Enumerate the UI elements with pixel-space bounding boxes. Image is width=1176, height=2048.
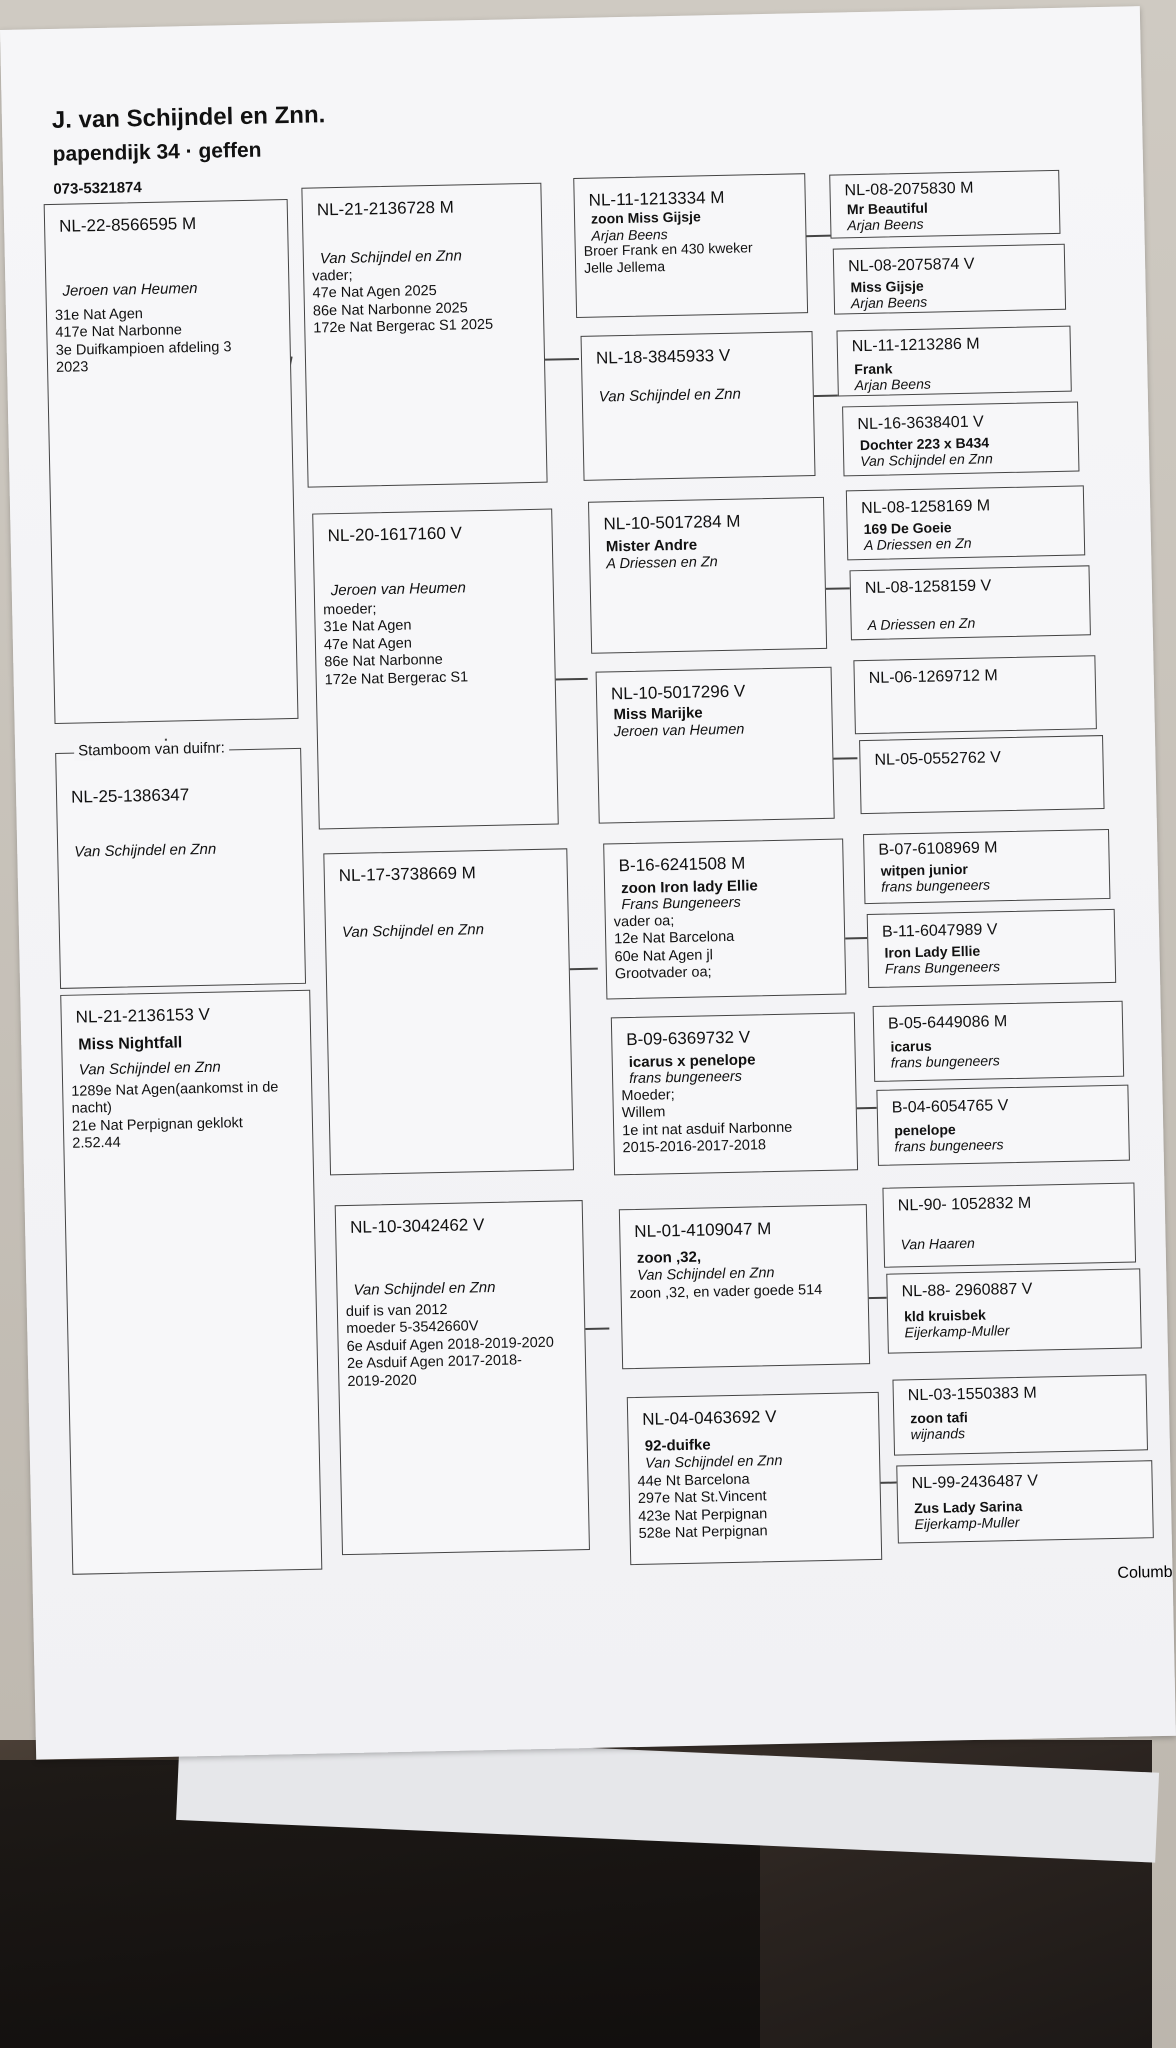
ancestor-card xyxy=(853,655,1096,734)
owner-name: Arjan Beens xyxy=(591,226,668,244)
pigeon-name: zoon Iron lady Ellie xyxy=(620,877,758,898)
grandmother-maternal-card xyxy=(335,1200,590,1555)
owner-name: Van Schijndel en Znn xyxy=(598,385,742,406)
ancestor-card xyxy=(867,909,1116,988)
ring-number: NL-04-0463692 V xyxy=(642,1407,777,1429)
owner-name: Van Schijndel en Znn xyxy=(637,1265,775,1284)
ring-number: B-07-6108969 M xyxy=(878,839,998,859)
pigeon-name: zoon Miss Gijsje xyxy=(590,208,701,227)
pigeon-name: Miss Marijke xyxy=(613,704,703,724)
ancestor-card xyxy=(892,1374,1148,1455)
great-grandparent-card xyxy=(581,331,816,481)
father-card xyxy=(44,199,299,724)
performance-notes: zoon ,32, en vader goede 514 xyxy=(629,1282,823,1303)
ring-number: NL-08-1258169 M xyxy=(861,497,991,518)
connector-line xyxy=(812,394,840,396)
pigeon-name: Iron Lady Ellie xyxy=(884,942,981,961)
great-grandparent-card xyxy=(603,839,846,1000)
ancestor-card xyxy=(836,326,1071,397)
performance-notes: vader; 47e Nat Agen 2025 86e Nat Narbonne 2025 172e Nat Bergerac S1 2025 xyxy=(312,267,494,337)
performance-notes: moeder; 31e Nat Agen 47e Nat Agen 86e Nat Narbonne 172e Nat Bergerac S1 xyxy=(323,601,469,688)
pigeon-name: Dochter 223 x B434 xyxy=(859,434,990,454)
connector-line xyxy=(804,235,830,237)
ring-number: NL-18-3845933 V xyxy=(595,345,731,368)
owner-name: Eijerkamp-Muller xyxy=(914,1513,1020,1533)
owner-name: Jeroen van Heumen xyxy=(330,579,467,600)
cut-off-text: Columb xyxy=(1117,1563,1173,1582)
pedigree-sheet xyxy=(0,6,1176,1759)
owner-name: Van Schijndel en Znn xyxy=(78,1058,221,1079)
ancestor-card xyxy=(896,1460,1154,1543)
performance-notes: vader oa; 12e Nat Barcelona 60e Nat Agen jl Grootvader oa; xyxy=(613,913,735,983)
great-grandparent-card xyxy=(588,497,827,654)
owner-name: Van Schijndel en Znn xyxy=(74,840,217,861)
ancestor-card xyxy=(829,170,1060,239)
ring-number: NL-08-1258159 V xyxy=(864,577,992,598)
ring-number: NL-10-3042462 V xyxy=(349,1215,485,1237)
ring-number: NL-11-1213286 M xyxy=(851,335,980,356)
owner-name: wijnands xyxy=(910,1425,966,1443)
great-grandparent-card xyxy=(573,173,808,318)
ring-number: B-11-6047989 V xyxy=(881,921,998,941)
owner-name: frans bungeneers xyxy=(628,1068,743,1088)
performance-notes: 44e Nt Barcelona 297e Nat St.Vincent 423e Nat Perpignan 528e Nat Perpignan xyxy=(637,1471,768,1543)
pigeon-name: Miss Gijsje xyxy=(850,277,924,296)
mother-card xyxy=(60,990,322,1575)
ring-number: NL-21-2136153 V xyxy=(75,1004,211,1027)
ancestor-card xyxy=(846,485,1085,560)
owner-name: Jeroen van Heumen xyxy=(613,721,745,741)
owner-name: frans bungeneers xyxy=(894,1136,1004,1155)
ancestor-card xyxy=(863,829,1110,904)
subject-card xyxy=(55,739,306,989)
loft-address: papendijk 34 · geffen xyxy=(52,138,262,166)
ring-number: NL-25-1386347 xyxy=(70,785,190,807)
owner-name: Eijerkamp-Muller xyxy=(904,1322,1010,1341)
ring-number: NL-08-2075874 V xyxy=(847,255,975,276)
owner-name: frans bungeneers xyxy=(890,1052,1000,1071)
owner-name: Van Haaren xyxy=(900,1234,975,1253)
great-grandparent-card xyxy=(596,667,835,824)
pigeon-name: icarus xyxy=(890,1037,932,1055)
great-grandparent-card xyxy=(619,1204,870,1369)
ring-number: NL-22-8566595 M xyxy=(58,213,197,236)
performance-notes: duif is van 2012 moeder 5-3542660V 6e Asduif Agen 2018-2019-2020 2e Asduif Agen 2017-2018- 2019-2020 xyxy=(345,1301,554,1390)
great-grandparent-card xyxy=(627,1392,882,1565)
ring-number: NL-11-1213334 M xyxy=(588,187,725,210)
pigeon-name: 169 De Goeie xyxy=(863,519,952,538)
ring-number: NL-06-1269712 M xyxy=(868,667,998,687)
ring-number: NL-16-3638401 V xyxy=(857,413,984,434)
great-grandparent-card xyxy=(611,1012,858,1175)
ring-number: NL-90- 1052832 M xyxy=(897,1194,1032,1215)
connector-line xyxy=(822,587,850,589)
owner-name: Van Schijndel en Znn xyxy=(341,921,485,942)
owner-name: Van Schijndel en Znn xyxy=(860,450,993,470)
ring-number: NL-10-5017284 M xyxy=(603,511,741,534)
ring-number: NL-03-1550383 M xyxy=(907,1384,1037,1405)
ring-number: NL-17-3738669 M xyxy=(338,863,476,886)
pigeon-name: Mister Andre xyxy=(605,536,698,556)
owner-name: A Driessen en Zn xyxy=(863,534,972,554)
pigeon-name: 92-duifke xyxy=(644,1436,711,1455)
connector-line xyxy=(829,757,857,759)
ancestor-card xyxy=(850,565,1091,640)
owner-name: Jeroen van Heumen xyxy=(62,279,198,300)
loft-phone: 073-5321874 xyxy=(53,179,142,198)
ring-number: B-05-6449086 M xyxy=(887,1013,1008,1033)
ring-number: NL-88- 2960887 V xyxy=(901,1280,1033,1301)
performance-notes: 1289e Nat Agen(aankomst in de nacht) 21e Nat Perpignan geklokt 2.52.44 xyxy=(71,1079,279,1152)
owner-name: Arjan Beens xyxy=(854,375,932,394)
ring-number: NL-10-5017296 V xyxy=(610,681,746,704)
pigeon-name: witpen junior xyxy=(880,860,969,879)
grandmother-paternal-card xyxy=(312,509,559,830)
ring-number: NL-99-2436487 V xyxy=(911,1472,1039,1493)
ring-number: NL-08-2075830 M xyxy=(844,179,974,200)
owner-name: Van Schijndel en Znn xyxy=(353,1278,496,1299)
ring-number: NL-01-4109047 M xyxy=(634,1219,772,1241)
ancestor-card xyxy=(859,735,1104,814)
ring-number: B-16-6241508 M xyxy=(618,853,746,876)
pigeon-name: Miss Nightfall xyxy=(78,1034,183,1054)
owner-name: Arjan Beens xyxy=(847,215,924,234)
grandfather-paternal-card xyxy=(301,183,547,488)
ring-number: NL-21-2136728 M xyxy=(316,197,455,220)
pigeon-name: penelope xyxy=(894,1121,956,1139)
ring-number: NL-05-0552762 V xyxy=(874,749,1001,769)
owner-name: A Driessen en Zn xyxy=(867,614,976,633)
pigeon-name: Zus Lady Sarina xyxy=(913,1497,1023,1517)
performance-notes: Broer Frank en 430 kweker Jelle Jellema xyxy=(583,239,753,276)
ancestor-card xyxy=(842,402,1079,477)
pedigree-label: Stamboom van duifnr: xyxy=(74,739,229,760)
ring-number: B-04-6054765 V xyxy=(891,1097,1009,1117)
ancestor-card xyxy=(873,1001,1125,1082)
owner-name: frans bungeneers xyxy=(880,876,991,895)
owner-name: Arjan Beens xyxy=(850,293,928,312)
performance-notes: Moeder; Willem 1e int nat asduif Narbonne 2015-2016-2017-2018 xyxy=(621,1087,793,1157)
ring-number: NL-20-1617160 V xyxy=(327,523,463,546)
pigeon-name: zoon tafi xyxy=(910,1409,968,1427)
pigeon-name: icarus x penelope xyxy=(628,1051,756,1072)
owner-name: Van Schijndel en Znn xyxy=(319,247,463,268)
performance-notes: 31e Nat Agen 417e Nat Narbonne 3e Duifkampioen afdeling 3 2023 xyxy=(54,306,232,377)
pigeon-name: kld kruisbek xyxy=(903,1306,986,1325)
owner-name: A Driessen en Zn xyxy=(606,554,718,573)
owner-name: Frans Bungeneers xyxy=(621,894,741,914)
pigeon-name: Frank xyxy=(854,360,893,378)
pigeon-name: zoon ,32, xyxy=(636,1248,702,1267)
ancestor-card xyxy=(882,1182,1136,1267)
ancestor-card xyxy=(833,244,1066,315)
owner-name: Van Schijndel en Znn xyxy=(645,1452,783,1472)
loft-name: J. van Schijndel en Znn. xyxy=(51,101,326,134)
pigeon-name: Mr Beautiful xyxy=(846,199,928,218)
ring-number: B-09-6369732 V xyxy=(626,1027,751,1050)
owner-name: Frans Bungeneers xyxy=(884,958,1001,977)
ancestor-card xyxy=(886,1268,1142,1353)
ancestor-card xyxy=(876,1085,1130,1166)
grandfather-maternal-card xyxy=(323,848,574,1175)
